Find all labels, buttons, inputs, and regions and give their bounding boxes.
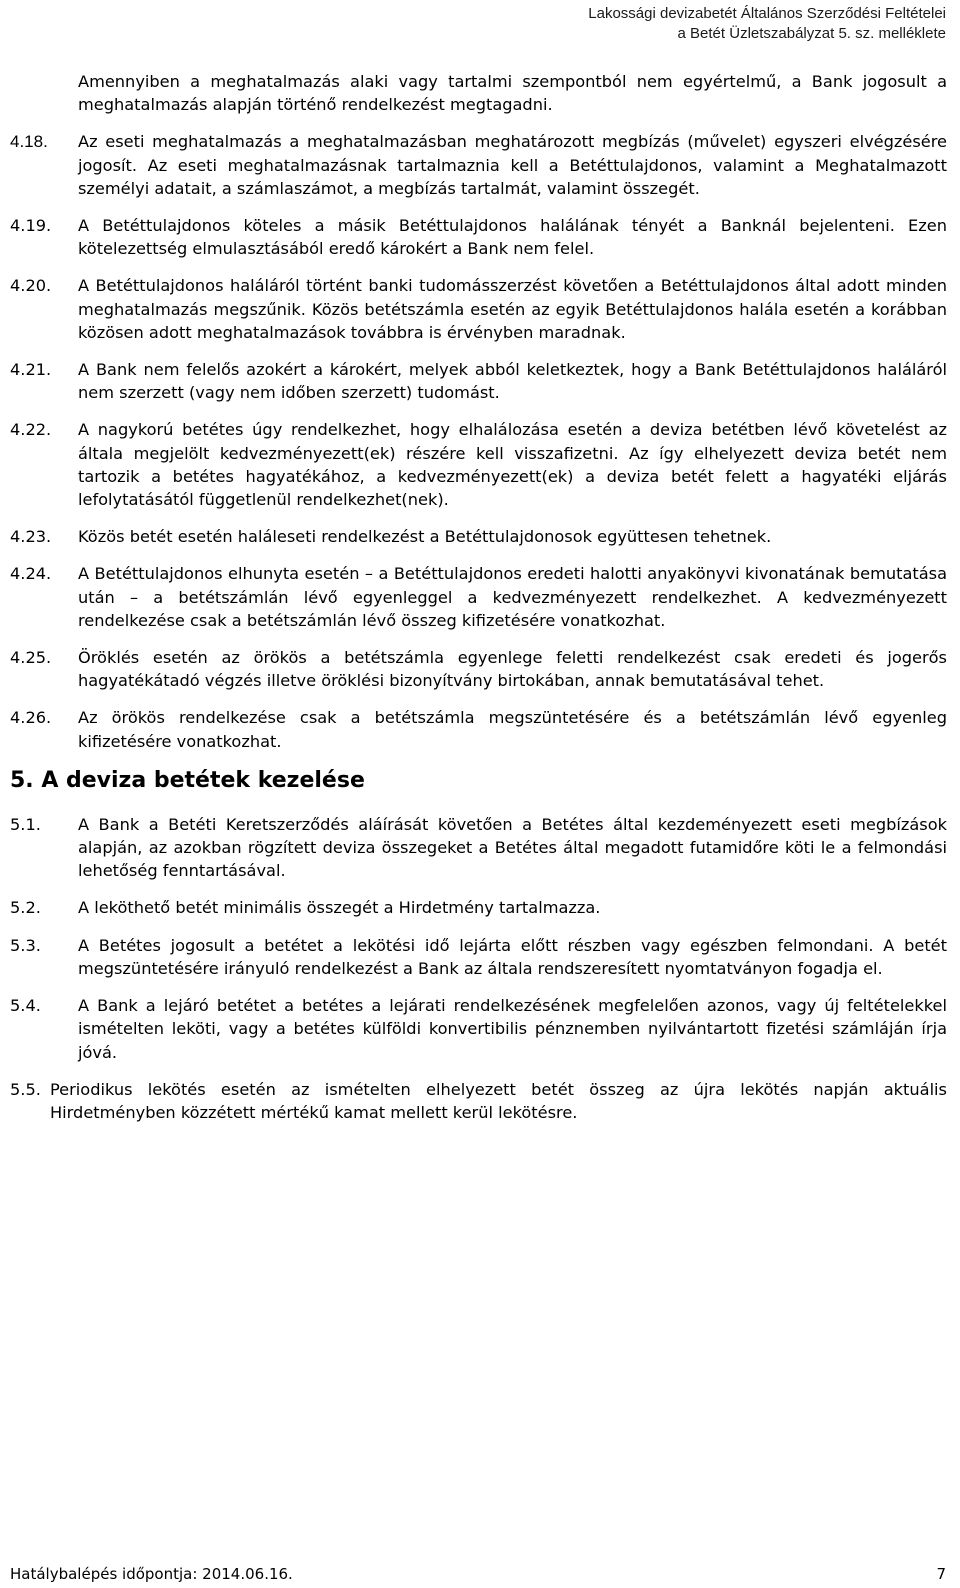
- clause-5-4: [10, 994, 947, 1064]
- clause-number: 4.20.: [10, 276, 52, 296]
- page-header: [588, 4, 946, 44]
- clause-4-23: [10, 525, 947, 548]
- clause-text: Közös betét esetén haláleseti rendelkezést a Betéttulajdonosok együttesen tehetnek.: [78, 527, 772, 547]
- effective-date: Hatálybalépés időpontja: 2014.06.16.: [10, 1565, 293, 1583]
- clause-5-5: [10, 1078, 947, 1124]
- clause-text: Öröklés esetén az örökös a betétszámla egyenlege feletti rendelkezést csak eredeti és jogerős hagyatékátadó végzés illetve öröklési bizonyítvány birtokában, annak bemutatásával tehet.: [78, 648, 947, 691]
- clause-text: A leköthető betét minimális összegét a Hirdetmény tartalmazza.: [78, 898, 601, 918]
- clause-4-22: [10, 418, 947, 511]
- clause-number: 4.25.: [10, 648, 52, 668]
- clause-number: 4.21.: [10, 360, 52, 380]
- clause-number: 4.18.: [10, 132, 48, 152]
- clause-number: 5.2.: [10, 898, 41, 918]
- clause-4-21: [10, 358, 947, 404]
- clause-5-1: [10, 813, 947, 883]
- clause-text: A nagykorú betétes úgy rendelkezhet, hogy elhalálozása esetén a deviza betétben lévő követelést az általa megjelölt kedvezményezett(ek) részére kell visszafizetni. Az így elhelyezett deviza betét nem tartozik a betétes hagyatékához, a kedvezményezett(ek) a deviza betét felett a hagyatéki eljárás lefolytatásától függetlenül rendelkezhet(nek).: [78, 420, 947, 510]
- page-number: 7: [936, 1565, 946, 1583]
- clause-number: 4.26.: [10, 708, 52, 728]
- clause-4-25: [10, 646, 947, 692]
- clause-number: 5.4.: [10, 996, 41, 1016]
- document-body: [10, 70, 947, 1138]
- clause-text: A Betétes jogosult a betétet a lekötési idő lejárta előtt részben vagy egészben felmondani. A betét megszüntetésére irányuló rendelkezést a Bank az általa rendszeresített nyomtatványon fogadja el.: [78, 935, 947, 978]
- clause-text: A Betéttulajdonos haláláról történt banki tudomásszerzést követően a Betéttulajdonos által adott minden meghatalmazás megszűnik. Közös betétszámla esetén az egyik Betéttulajdonos halála esetén a korábban közösen adott meghatalmazások továbbra is érvényben maradnak.: [78, 276, 947, 342]
- intro-paragraph: Amennyiben a meghatalmazás alaki vagy tartalmi szempontból nem egyértelmű, a Bank jogosult a meghatalmazás alapján történő rendelkezést megtagadni.: [78, 72, 947, 115]
- clause-5-2: [10, 896, 947, 919]
- clause-text: A Bank a Betéti Keretszerződés aláírását követően a Betétes által kezdeményezett eseti megbízások alapján, az azokban rögzített deviza összegeket a Betétes által megadott futamidőre köti le a felmondási lehetőség fenntartásával.: [78, 814, 947, 881]
- header-subtitle: a Betét Üzletszabályzat 5. sz. melléklete: [677, 25, 946, 42]
- clause-4-20: [10, 274, 947, 344]
- page-footer: [10, 1564, 946, 1584]
- clause-4-18: [10, 130, 947, 200]
- clause-text: A Bank a lejáró betétet a betétes a lejárati rendelkezésének megfelelően azonos, vagy új feltételekkel ismételten leköti, vagy a betétes külföldi konvertibilis pénznemben nyilvántartott fizetési számláján írja jóvá.: [78, 996, 947, 1062]
- clause-4-24: [10, 562, 947, 632]
- header-title: Lakossági devizabetét Általános Szerződési Feltételei: [588, 5, 946, 22]
- clause-text: Az örökös rendelkezése csak a betétszámla megszüntetésére és a betétszámlán lévő egyenleg kifizetésére vonatkozhat.: [78, 708, 947, 751]
- clause-number: 4.24.: [10, 564, 52, 584]
- clause-text: A Betéttulajdonos elhunyta esetén – a Betéttulajdonos eredeti halotti anyakönyvi kivonatának bemutatása után – a betétszámlán lévő egyenleggel a kedvezményezett rendelkezhet. A kedvezményezett rendelkezése csak a betétszámlán lévő összeg kifizetésére vonatkozhat.: [78, 564, 947, 630]
- clause-5-3: [10, 934, 947, 980]
- section-heading: 5. A deviza betétek kezelése: [10, 767, 365, 793]
- clause-4-19: [10, 214, 947, 260]
- clause-number: 4.19.: [10, 216, 52, 236]
- clause-number: 5.1.: [10, 814, 41, 834]
- clause-text: Periodikus lekötés esetén az ismételten elhelyezett betét összeg az újra lekötés napján aktuális Hirdetményben közzétett mértékű kamat mellett kerül lekötésre.: [50, 1079, 947, 1122]
- clause-number: 5.3.: [10, 935, 41, 955]
- clause-text: A Betéttulajdonos köteles a másik Betéttulajdonos halálának tényét a Banknál bejelenteni. Ezen kötelezettség elmulasztásából eredő károkért a Bank nem felel.: [78, 216, 947, 259]
- clause-number: 4.23.: [10, 527, 52, 547]
- clause-number: 5.5.: [10, 1079, 41, 1099]
- clause-text: Az eseti meghatalmazás a meghatalmazásban meghatározott megbízás (művelet) egyszeri elvégzésére jogosít. Az eseti meghatalmazásnak tartalmaznia kell a Betéttulajdonos, valamint a Meghatalmazott személyi adatait, a számlaszámot, a megbízás tartalmát, valamint összegét.: [78, 132, 947, 198]
- clause-number: 4.22.: [10, 420, 52, 440]
- clause-text: A Bank nem felelős azokért a károkért, melyek abból keletkeztek, hogy a Bank Betéttulajdonos haláláról nem szerzett (vagy nem időben szerzett) tudomást.: [78, 360, 947, 403]
- clause-4-26: [10, 706, 947, 752]
